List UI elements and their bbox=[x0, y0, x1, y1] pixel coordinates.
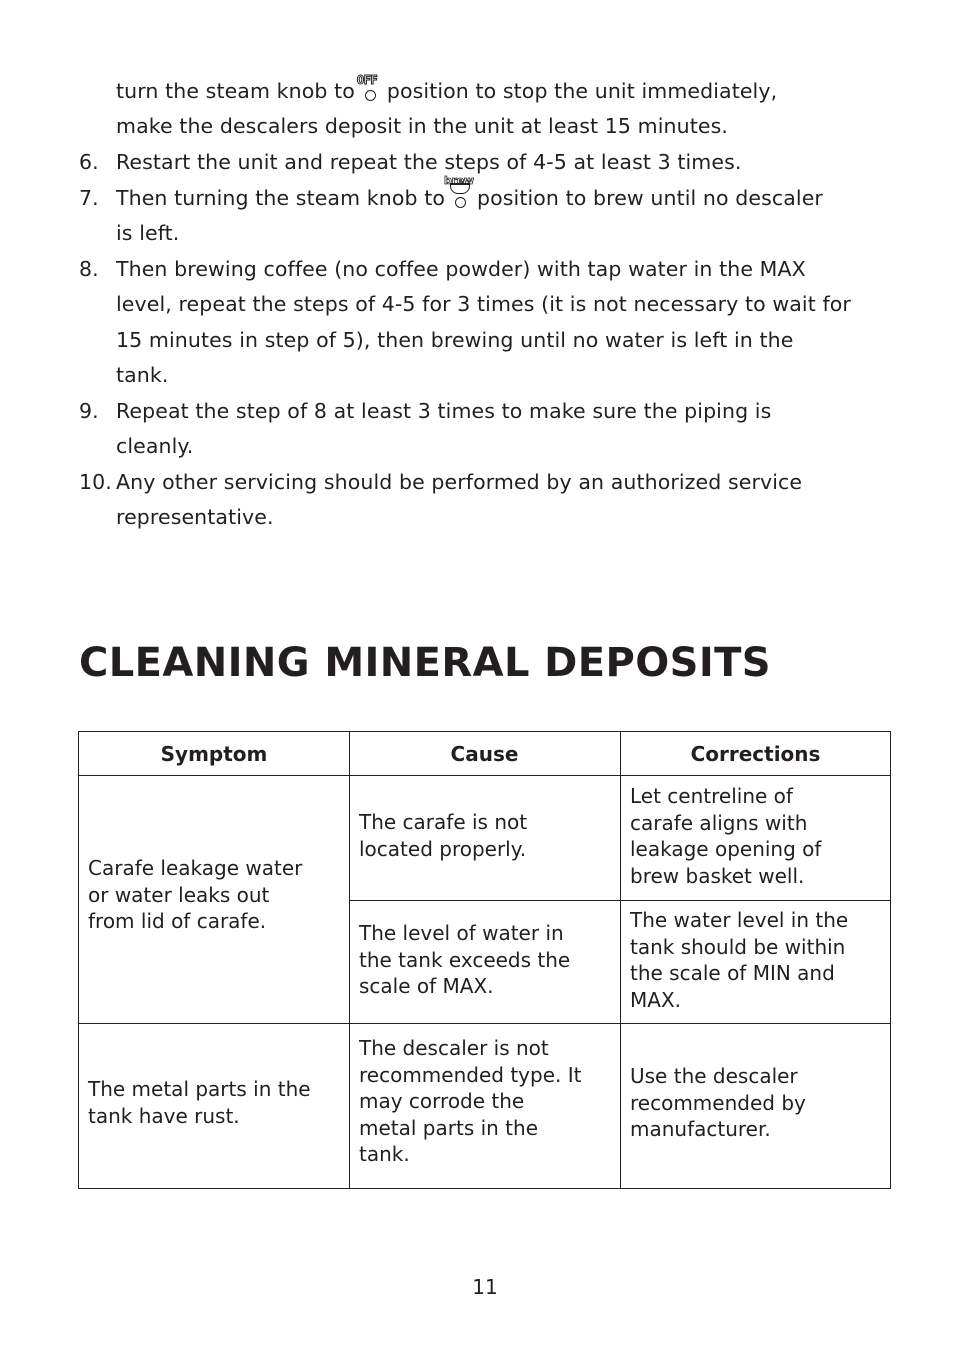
step-7-text-b: position to brew until no descaler bbox=[477, 186, 823, 210]
cell-line: tank should be within bbox=[630, 934, 846, 959]
cell-line: tank have rust. bbox=[88, 1103, 240, 1128]
step-text: Repeat the step of 8 at least 3 times to make sure the piping is bbox=[116, 399, 772, 423]
header-divider bbox=[79, 775, 890, 776]
cell-line: may corrode the bbox=[359, 1089, 525, 1114]
step-text: representative. bbox=[116, 505, 274, 529]
off-label: OFF bbox=[356, 73, 378, 87]
cell-line: Use the descaler bbox=[630, 1064, 798, 1088]
cell-line: The carafe is not bbox=[359, 810, 528, 834]
cell-line: located properly. bbox=[359, 836, 527, 861]
step-text: is left. bbox=[116, 221, 180, 245]
cell-line: Carafe leakage water bbox=[88, 856, 303, 880]
step-text: Restart the unit and repeat the steps of 4-5 at least 3 times. bbox=[116, 150, 742, 174]
step-text: 15 minutes in step of 5), then brewing until no water is left in the bbox=[116, 328, 794, 352]
cell-line: The metal parts in the bbox=[88, 1077, 311, 1101]
step-text: level, repeat the steps of 4-5 for 3 times (it is not necessary to wait for bbox=[116, 292, 851, 316]
troubleshooting-table bbox=[78, 731, 891, 1189]
cause-cell bbox=[359, 809, 527, 862]
cell-line: carafe aligns with bbox=[630, 810, 808, 835]
cell-line: manufacturer. bbox=[630, 1117, 771, 1142]
cell-line: the scale of MIN and bbox=[630, 961, 835, 986]
cell-line: leakage opening of bbox=[630, 837, 822, 862]
step-text: tank. bbox=[116, 363, 169, 387]
section-heading: CLEANING MINERAL DEPOSITS bbox=[79, 640, 772, 686]
step-number: 8. bbox=[79, 257, 99, 281]
step-number: 9. bbox=[79, 399, 99, 423]
knob-circle-icon bbox=[365, 90, 376, 101]
brew-label: brew bbox=[444, 174, 474, 187]
cell-line: recommended by bbox=[630, 1090, 806, 1115]
cause-cell bbox=[359, 1035, 581, 1168]
cause-cell bbox=[359, 920, 570, 1000]
step-7-text-a: Then turning the steam knob to bbox=[116, 186, 445, 210]
step-number: 7. bbox=[79, 186, 99, 210]
cell-line: MAX. bbox=[630, 987, 681, 1012]
row-divider bbox=[79, 1023, 890, 1024]
column-divider bbox=[349, 732, 350, 1188]
symptom-cell bbox=[88, 855, 302, 935]
header-corrections: Corrections bbox=[690, 742, 821, 766]
step-5-text-b: position to stop the unit immediately, bbox=[386, 79, 778, 103]
cell-line: scale of MAX. bbox=[359, 974, 494, 999]
row-1-inner-divider bbox=[349, 900, 890, 901]
header-symptom: Symptom bbox=[160, 742, 268, 766]
symptom-cell bbox=[88, 1076, 311, 1129]
step-5-text-c: make the descalers deposit in the unit at least 15 minutes. bbox=[116, 114, 728, 138]
cell-line: recommended type. It bbox=[359, 1062, 582, 1087]
steam-knob-brew-icon bbox=[444, 174, 476, 207]
cell-line: Let centreline of bbox=[630, 784, 793, 808]
cell-line: The level of water in bbox=[359, 921, 564, 945]
cell-line: brew basket well. bbox=[630, 863, 805, 888]
steam-knob-off-icon bbox=[356, 73, 386, 100]
correction-cell bbox=[630, 907, 848, 1013]
cell-line: tank. bbox=[359, 1142, 410, 1167]
step-5-text-a: turn the steam knob to bbox=[116, 79, 355, 103]
step-text: Any other servicing should be performed by an authorized service bbox=[116, 470, 803, 494]
header-cause: Cause bbox=[450, 742, 519, 766]
page-number: 11 bbox=[472, 1275, 498, 1299]
column-divider bbox=[620, 732, 621, 1188]
cell-line: from lid of carafe. bbox=[88, 909, 267, 934]
step-text: Then brewing coffee (no coffee powder) with tap water in the MAX bbox=[116, 257, 806, 281]
knob-circle-icon bbox=[455, 197, 466, 208]
step-number: 6. bbox=[79, 150, 99, 174]
cell-line: The descaler is not bbox=[359, 1036, 549, 1060]
cell-line: metal parts in the bbox=[359, 1115, 539, 1140]
correction-cell bbox=[630, 1063, 806, 1143]
step-number: 10. bbox=[79, 470, 112, 494]
step-text: cleanly. bbox=[116, 434, 194, 458]
cell-line: The water level in the bbox=[630, 908, 849, 932]
correction-cell bbox=[630, 783, 821, 889]
cell-line: the tank exceeds the bbox=[359, 947, 571, 972]
cell-line: or water leaks out bbox=[88, 882, 270, 907]
